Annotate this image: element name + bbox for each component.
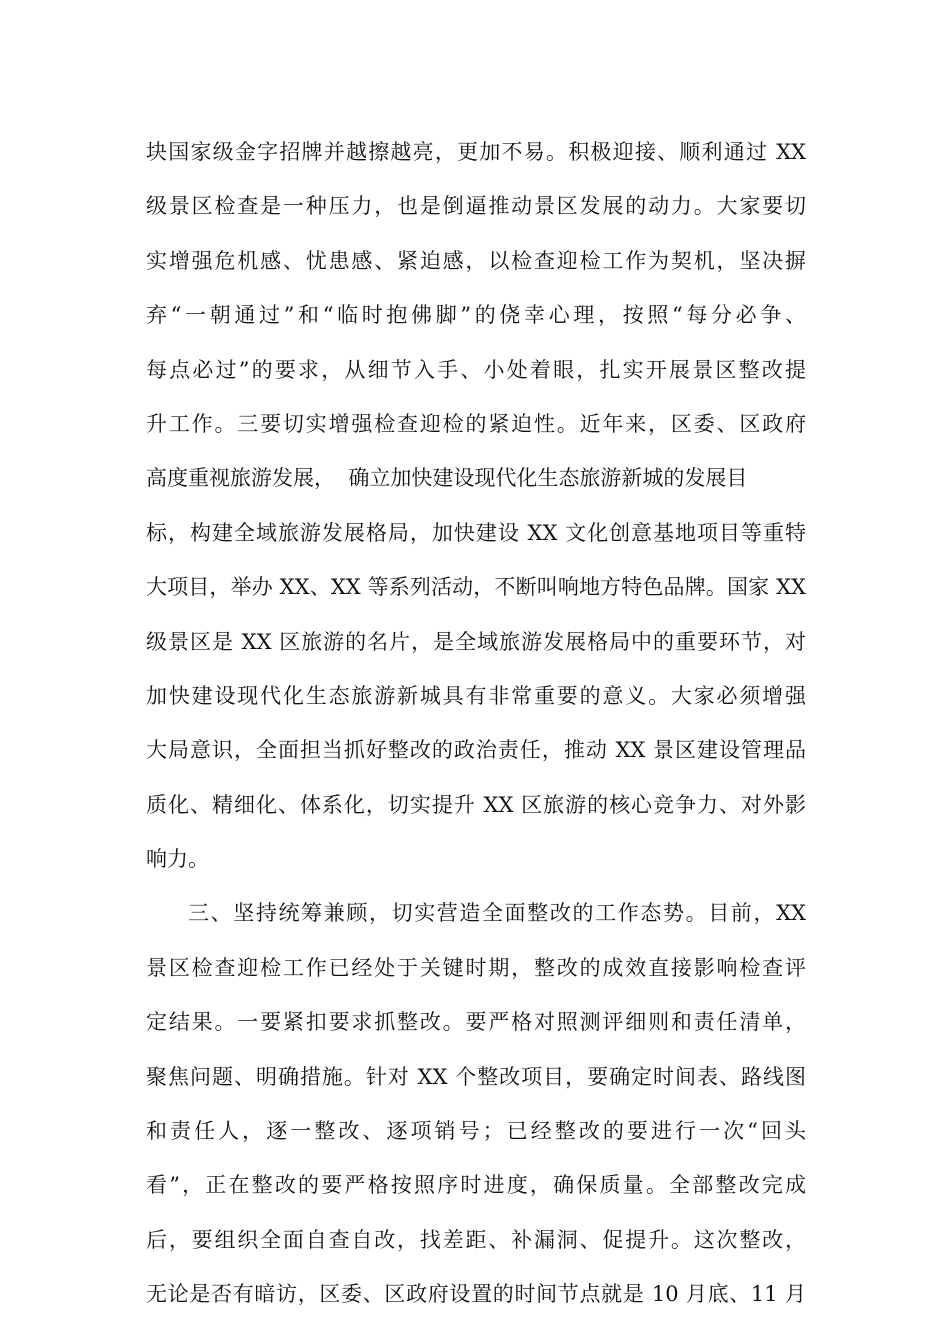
text-line: 景区检查迎检工作已经处于关键时期，整改的成效直接影响检查评 [146, 955, 806, 980]
text-line: 高度重视旅游发展， 确立加快建设现代化生态旅游新城的发展目 [146, 466, 748, 491]
text-line: 弃“一朝通过”和“临时抱佛脚”的侥幸心理，按照“每分必争、 [146, 303, 806, 328]
text-line: 后，要组织全面自查自改，找差距、补漏洞、促提升。这次整改， [146, 1227, 806, 1252]
text-line: 无论是否有暗访，区委、区政府设置的时间节点就是 10 月底、11 月 [146, 1282, 806, 1307]
text-line: 响力。 [146, 847, 209, 872]
text-line: 看”，正在整改的要严格按照序时进度，确保质量。全部整改完成 [146, 1173, 806, 1198]
text-line: 聚焦问题、明确措施。针对 XX 个整改项目，要确定时间表、路线图 [146, 1064, 806, 1089]
text-line: 级景区检查是一种压力，也是倒逼推动景区发展的动力。大家要切 [146, 194, 806, 219]
text-line: 实增强危机感、忧患感、紧迫感，以检查迎检工作为契机，坚决摒 [146, 248, 806, 273]
text-line: 标，构建全域旅游发展格局，加快建设 XX 文化创意基地项目等重特 [146, 520, 806, 545]
text-line: 和责任人，逐一整改、逐项销号；已经整改的要进行一次“回头 [146, 1119, 806, 1144]
text-line: 每点必过”的要求，从细节入手、小处着眼，扎实开展景区整改提 [146, 357, 806, 382]
text-line: 质化、精细化、体系化，切实提升 XX 区旅游的核心竞争力、对外影 [146, 792, 806, 817]
paragraph-continuation [146, 132, 806, 893]
text-line: 块国家级金字招牌并越擦越亮，更加不易。积极迎接、顺利通过 XX [146, 140, 806, 164]
text-line: 加快建设现代化生态旅游新城具有非常重要的意义。大家必须增强 [146, 683, 806, 708]
text-line: 大局意识，全面担当抓好整改的政治责任，推动 XX 景区建设管理品 [146, 738, 806, 763]
text-line: 升工作。三要切实增强检查迎检的紧迫性。近年来，区委、区政府 [146, 411, 806, 436]
text-line: 定结果。一要紧扣要求抓整改。要严格对照测评细则和责任清单， [146, 1010, 806, 1035]
section-heading-line: 三、坚持统筹兼顾，切实营造全面整改的工作态势。目前，XX [188, 901, 806, 926]
text-line: 大项目，举办 XX、XX 等系列活动，不断叫响地方特色品牌。国家 XX [146, 575, 806, 600]
text-line: 级景区是 XX 区旅游的名片，是全域旅游发展格局中的重要环节，对 [146, 629, 806, 654]
paragraph-section-three [146, 893, 806, 1328]
document-body [146, 132, 806, 1329]
